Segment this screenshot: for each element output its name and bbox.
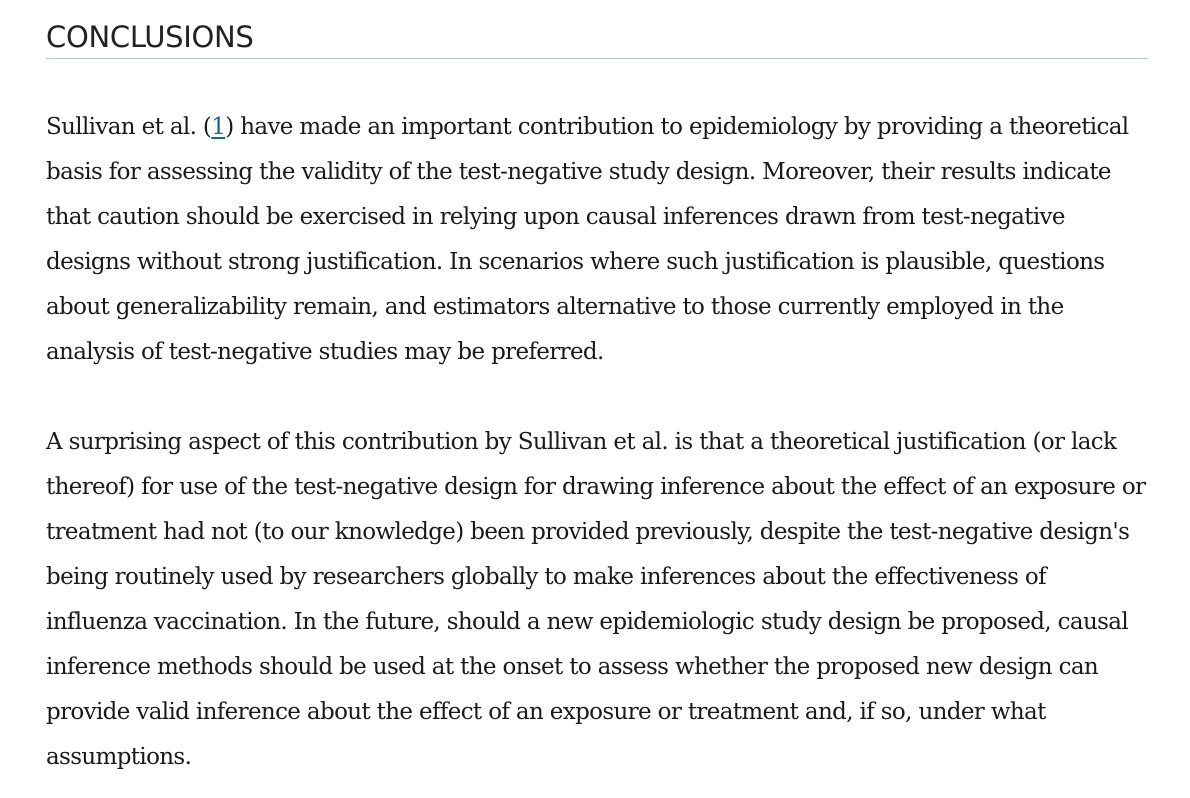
conclusions-section — [46, 0, 1148, 780]
conclusions-paragraph-1 — [46, 105, 1148, 375]
reference-link-1[interactable]: 1 — [211, 114, 226, 140]
paragraph-text: Sullivan et al. ( — [46, 114, 212, 140]
paragraph-text: ) have made an important contribution to epidemiology by providing a theoretical basis for assessing the validity of the test-negative study design. Moreover, their results indicate that caution should be exercised in relying upon causal inferences drawn from test-negative designs without strong justification. In scenarios where such justification is plausible, questions about generalizability remain, and estimators alternative to those currently employed in the analysis of test-negative studies may be preferred. — [46, 114, 1129, 365]
conclusions-paragraph-2: A surprising aspect of this contribution by Sullivan et al. is that a theoretical justification (or lack thereof) for use of the test-negative design for drawing inference about the effect of an exposure or treatment had not (to our knowledge) been provided previously, despite the test-negative design's being routinely used by researchers globally to make inferences about the effectiveness of influenza vaccination. In the future, should a new epidemiologic study design be proposed, causal inference methods should be used at the onset to assess whether the proposed new design can provide valid inference about the effect of an exposure or treatment and, if so, under what assumptions. — [46, 429, 1146, 770]
section-heading: CONCLUSIONS — [46, 0, 1148, 59]
